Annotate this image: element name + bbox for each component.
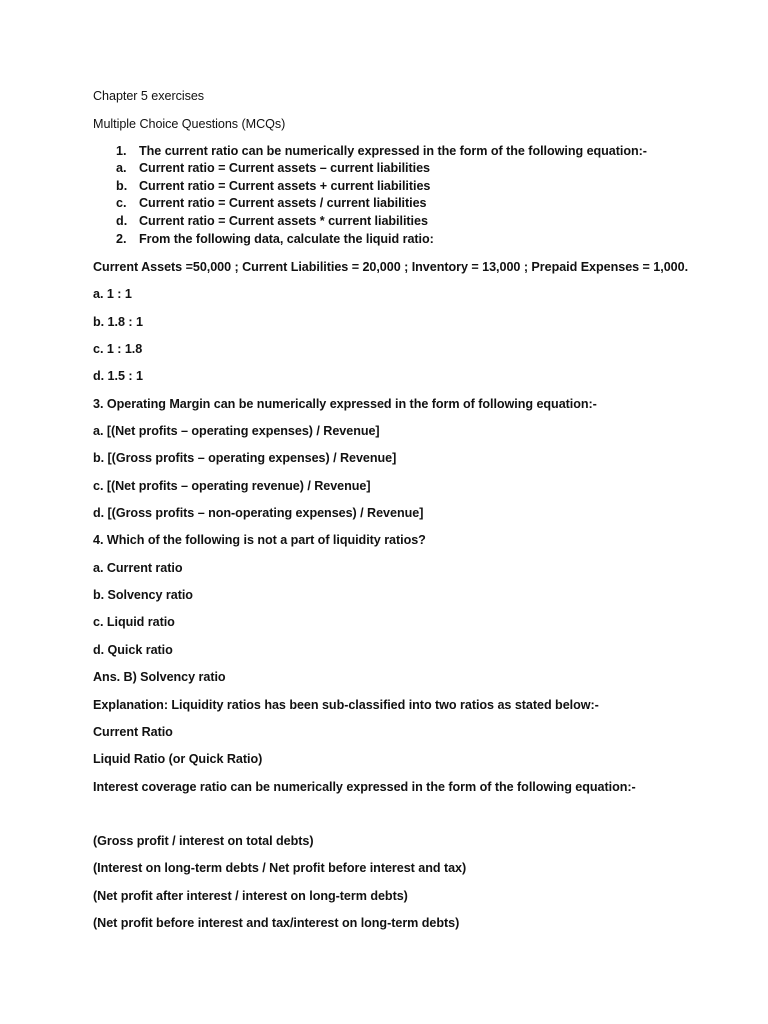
q1-option-d: Current ratio = Current assets * current liabilities xyxy=(139,214,428,228)
list-marker: 2. xyxy=(116,232,127,246)
mcq-subheading: Multiple Choice Questions (MCQs) xyxy=(93,117,286,131)
q4-option-d: d. Quick ratio xyxy=(93,643,173,657)
q3-option-b: b. [(Gross profits – operating expenses) / Revenue] xyxy=(93,451,397,465)
q1-option-a: Current ratio = Current assets – current liabilities xyxy=(139,161,430,175)
question-4: 4. Which of the following is not a part of liquidity ratios? xyxy=(93,533,426,547)
list-marker: b. xyxy=(116,179,128,193)
q5-option-1: (Gross profit / interest on total debts) xyxy=(93,834,314,848)
list-marker: c. xyxy=(116,196,127,210)
ratio-item: Liquid Ratio (or Quick Ratio) xyxy=(93,752,263,766)
q4-option-a: a. Current ratio xyxy=(93,561,183,575)
q4-option-c: c. Liquid ratio xyxy=(93,615,175,629)
ratio-item: Current Ratio xyxy=(93,725,173,739)
q2-option-a: a. 1 : 1 xyxy=(93,287,132,301)
q4-option-b: b. Solvency ratio xyxy=(93,588,193,602)
question-1: The current ratio can be numerically expressed in the form of the following equation:- xyxy=(139,144,647,158)
q3-option-d: d. [(Gross profits – non-operating expenses) / Revenue] xyxy=(93,506,424,520)
question-3: 3. Operating Margin can be numerically expressed in the form of following equation:- xyxy=(93,397,597,411)
answer-text: Ans. B) Solvency ratio xyxy=(93,670,226,684)
list-marker: d. xyxy=(116,214,128,228)
q2-option-d: d. 1.5 : 1 xyxy=(93,369,143,383)
q3-option-c: c. [(Net profits – operating revenue) / Revenue] xyxy=(93,479,371,493)
list-marker: 1. xyxy=(116,144,127,158)
q2-option-c: c. 1 : 1.8 xyxy=(93,342,143,356)
q2-option-b: b. 1.8 : 1 xyxy=(93,315,143,329)
chapter-heading: Chapter 5 exercises xyxy=(93,89,205,103)
q5-option-2: (Interest on long-term debts / Net profit before interest and tax) xyxy=(93,861,467,875)
q5-option-3: (Net profit after interest / interest on long-term debts) xyxy=(93,889,408,903)
q1-option-c: Current ratio = Current assets / current liabilities xyxy=(139,196,427,210)
q3-option-a: a. [(Net profits – operating expenses) / Revenue] xyxy=(93,424,380,438)
q2-data: Current Assets =50,000 ; Current Liabilities = 20,000 ; Inventory = 13,000 ; Prepaid Expenses = 1,000. xyxy=(93,260,689,274)
list-marker: a. xyxy=(116,161,127,175)
question-5: Interest coverage ratio can be numerically expressed in the form of the following equation:- xyxy=(93,780,636,794)
q5-option-4: (Net profit before interest and tax/interest on long-term debts) xyxy=(93,916,460,930)
explanation-text: Explanation: Liquidity ratios has been sub-classified into two ratios as stated below:- xyxy=(93,698,599,712)
q1-option-b: Current ratio = Current assets + current liabilities xyxy=(139,179,431,193)
question-2: From the following data, calculate the liquid ratio: xyxy=(139,232,434,246)
